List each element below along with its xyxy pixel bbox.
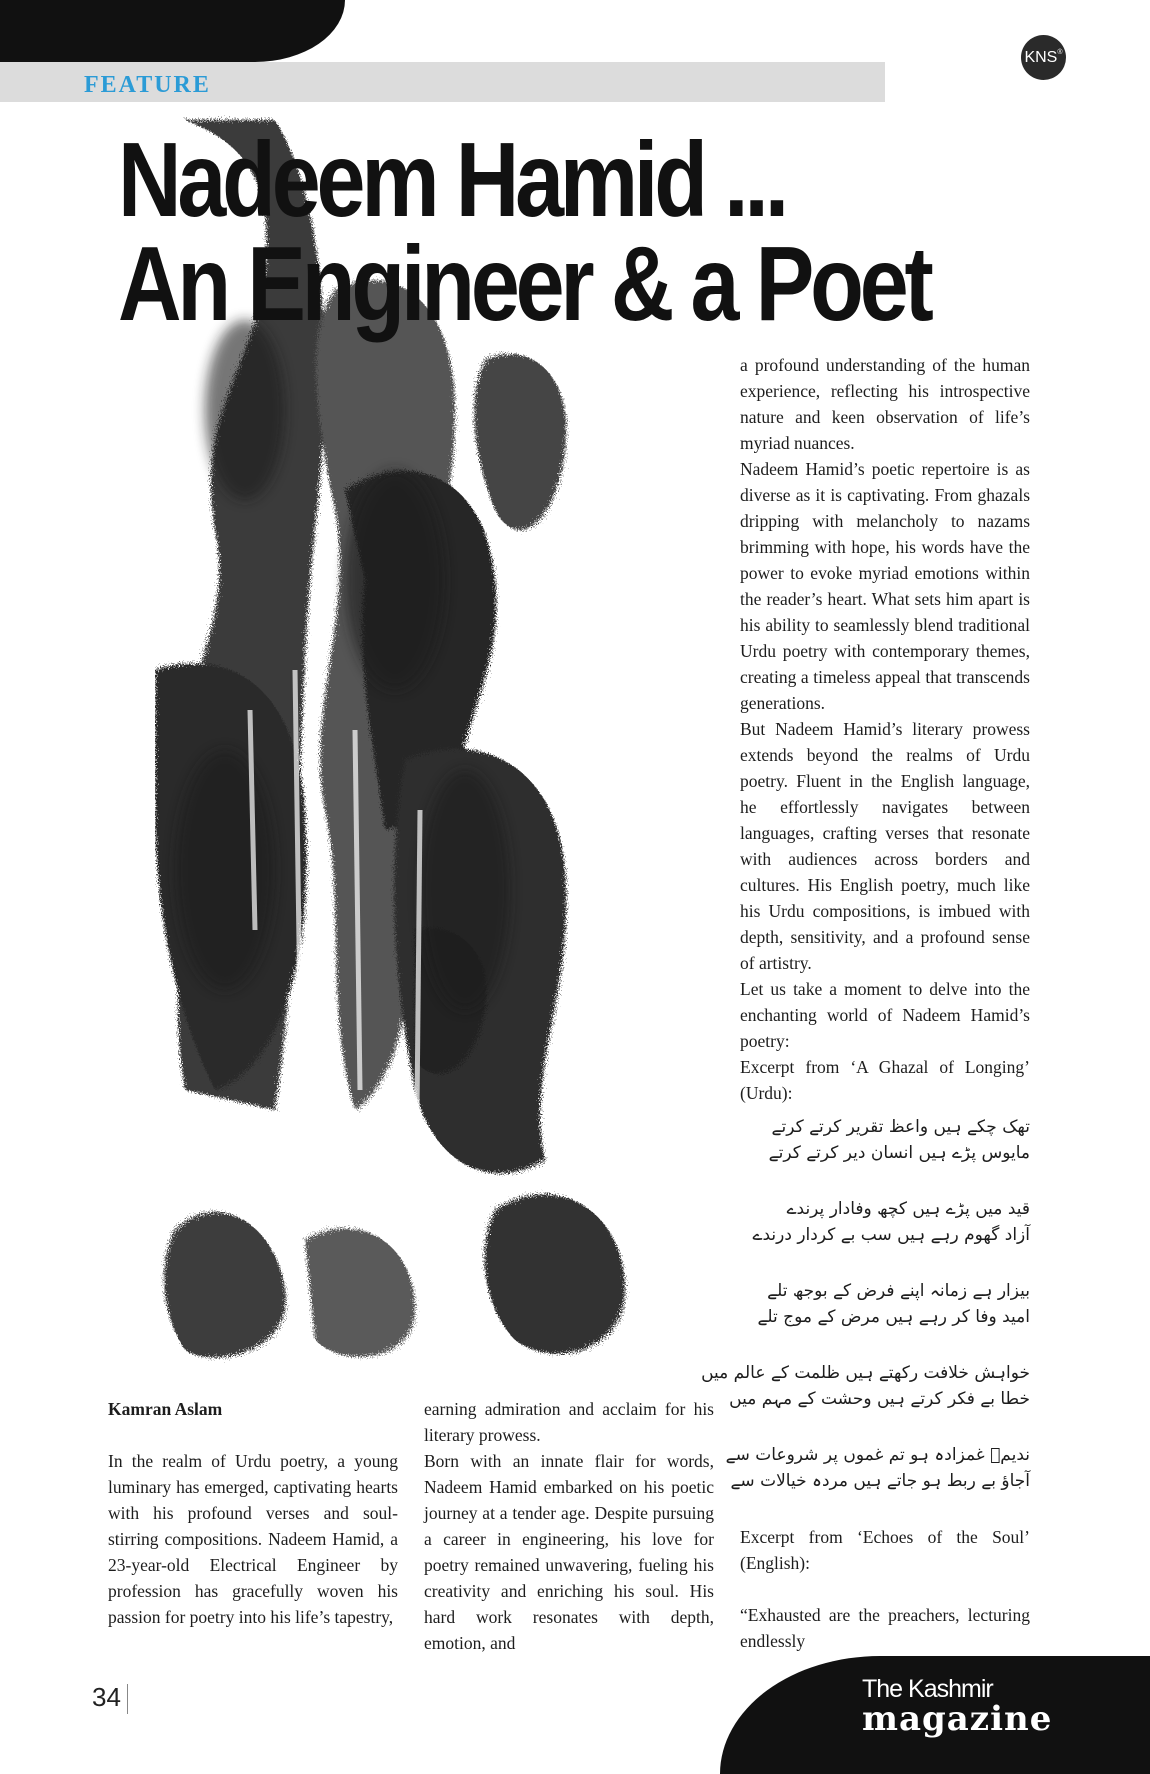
urdu-stanza: [740, 1278, 1030, 1330]
author-byline: Kamran Aslam: [108, 1399, 223, 1419]
column-2: [424, 1396, 714, 1656]
urdu-line: بیزار ہے زمانہ اپنے فرض کے بوجھ تلے: [767, 1281, 1030, 1301]
urdu-line: خواہش خلافت رکھتے ہیں ظلمت کے عالم میں: [701, 1363, 1030, 1383]
urdu-line: آجاؤ بے ربط ہو جاتے ہیں مردہ خیالات سے: [730, 1471, 1030, 1491]
paragraph: “Exhausted are the preachers, lecturing endlessly: [740, 1605, 1030, 1651]
urdu-line: آزاد گھوم رہے ہیں سب بے کردار درندے: [752, 1225, 1030, 1245]
urdu-line: تھک چکے ہیں واعظ تقریر کرتے کرتے: [771, 1117, 1030, 1137]
urdu-stanza: [740, 1114, 1030, 1166]
paragraph: Excerpt from ‘Echoes of the Soul’ (English):: [740, 1527, 1030, 1573]
kns-badge-mark: ®: [1057, 49, 1063, 56]
magazine-logo-line-1: The Kashmir: [862, 1675, 993, 1703]
magazine-logo-line-2: magazine: [862, 1699, 1053, 1739]
article-title: [118, 121, 930, 343]
paragraph: earning admiration and acclaim for his literary prowess.: [424, 1399, 714, 1445]
urdu-line: مایوس پڑے ہیں انسان دیر کرتے کرتے: [768, 1143, 1030, 1163]
column-3: [701, 352, 1030, 1654]
title-line-2: An Engineer & a Poet: [118, 225, 930, 343]
paragraph: In the realm of Urdu poetry, a young luminary has emerged, captivating hearts with his profound verses and soul-stirring compositions. Nadeem Hamid, a 23-year-old Electrical Engineer by profession has gracefully woven his passion for poetry into his life’s tapestry,: [108, 1451, 398, 1627]
magazine-logo: [862, 1675, 1053, 1739]
paragraph: But Nadeem Hamid’s literary prowess extends beyond the realms of Urdu poetry. Fluent in the English language, he effortlessly navigates between languages, crafting verses that resonate with audiences across borders and cultures. His English poetry, much like his Urdu compositions, is imbued with depth, sensitivity, and a profound sense of artistry.: [740, 719, 1030, 973]
paragraph: Nadeem Hamid’s poetic repertoire is as diverse as it is captivating. From ghazals dripping with melancholy to nazams brimming with hope, his words have the power to evoke myriad emotions within the reader’s heart. What sets him apart is his ability to seamlessly blend traditional Urdu poetry with contemporary themes, creating a timeless appeal that transcends generations.: [740, 459, 1030, 713]
column-1: [108, 1396, 398, 1630]
urdu-stanza: [740, 1196, 1030, 1248]
urdu-stanza: [725, 1442, 1030, 1494]
urdu-line: امید وفا کر رہے ہیں مرض کے موج تلے: [757, 1307, 1030, 1327]
urdu-poem: [701, 1114, 1030, 1494]
paragraph: Excerpt from ‘A Ghazal of Longing’ (Urdu):: [740, 1057, 1030, 1103]
kns-badge-text: KNS: [1024, 48, 1058, 66]
title-line-1: Nadeem Hamid ...: [118, 121, 785, 239]
urdu-line: قید میں پڑے ہیں کچھ وفادار پرندے: [786, 1199, 1030, 1219]
urdu-line: ندیمؔ غمزادہ ہو تم غموں پر شروعات سے: [725, 1445, 1030, 1465]
header-corner-shape: [0, 0, 345, 62]
kns-badge: [1021, 35, 1066, 80]
spacer: [740, 1576, 1030, 1602]
urdu-stanza: [701, 1360, 1030, 1412]
page-number-divider: [127, 1684, 128, 1714]
page-number: 34: [92, 1682, 121, 1712]
paragraph: Born with an innate flair for words, Nadeem Hamid embarked on his poetic journey at a tender age. Despite pursuing a career in engineering, his love for poetry remained unwavering, fueling his creativity and enriching his soul. His hard work resonates with depth, emotion, and: [424, 1451, 714, 1653]
paragraph: a profound understanding of the human experience, reflecting his introspective nature and keen observation of life’s myriad nuances.: [740, 355, 1030, 453]
urdu-line: خطا بے فکر کرتے ہیں وحشت کے مہم میں: [729, 1389, 1030, 1409]
paragraph: Let us take a moment to delve into the enchanting world of Nadeem Hamid’s poetry:: [740, 979, 1030, 1051]
section-label: FEATURE: [84, 72, 211, 98]
